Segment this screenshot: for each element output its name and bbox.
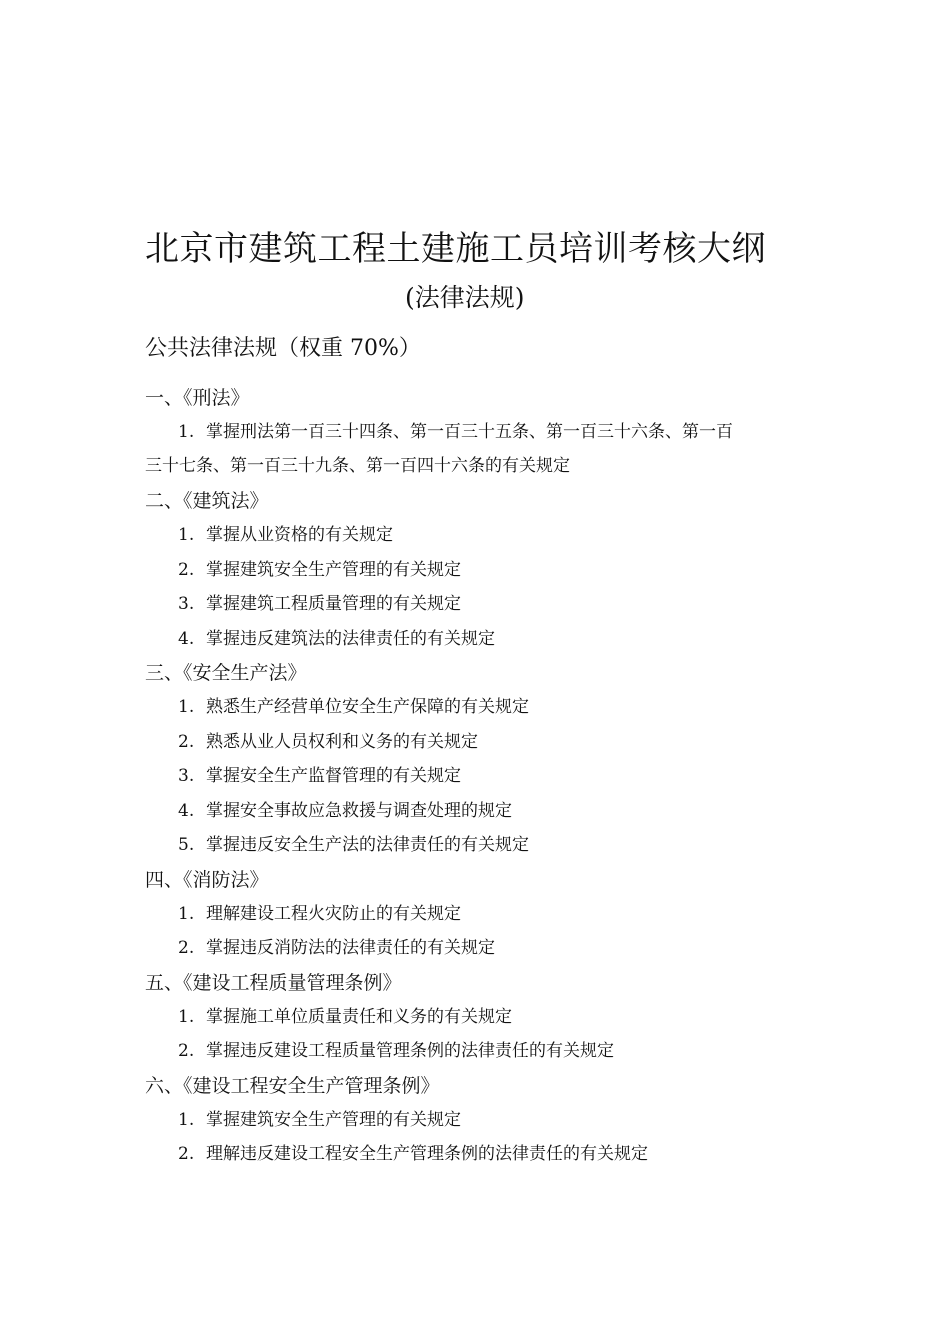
group-heading: 六、《建设工程安全生产管理条例》 [145,1074,440,1097]
group-heading: 四、《消防法》 [145,868,269,891]
item-text: 熟悉从业人员权利和义务的有关规定 [206,731,478,752]
item-number: 1. [178,697,195,717]
list-item [145,690,815,725]
list-item [145,1000,815,1035]
group-safety-regulation [145,1069,815,1172]
item-text: 掌握从业资格的有关规定 [206,525,393,545]
list-item [145,725,815,760]
group-quality-regulation [145,966,815,1069]
item-text: 掌握施工单位质量责任和义务的有关规定 [206,1006,512,1027]
item-number: 2. [178,559,195,580]
document-subtitle: (法律法规) [405,283,525,312]
group-criminal-law [145,381,815,484]
item-number: 1. [178,422,195,442]
document-title: 北京市建筑工程土建施工员培训考核大纲 [145,229,766,269]
group-fire-protection-law [145,863,815,966]
item-number: 2. [178,1041,195,1061]
item-text: 掌握违反建筑法的法律责任的有关规定 [206,628,495,649]
item-number: 1. [178,1006,195,1027]
item-text: 掌握违反消防法的法律责任的有关规定 [206,938,495,958]
item-text: 掌握安全事故应急救援与调查处理的规定 [206,800,512,821]
group-heading: 二、《建筑法》 [145,490,269,512]
list-item [145,1103,815,1138]
list-item [145,897,815,932]
list-item [145,1137,815,1172]
item-number: 1. [178,1109,195,1130]
list-item [145,794,815,829]
item-text: 掌握违反建设工程质量管理条例的法律责任的有关规定 [206,1041,614,1061]
list-item [145,553,815,588]
item-text: 掌握刑法第一百三十四条、第一百三十五条、第一百三十六条、第一百 [206,422,733,442]
group-work-safety-law [145,656,815,863]
group-heading: 一、《刑法》 [145,387,250,409]
item-number: 4. [178,800,195,821]
group-construction-law [145,484,815,656]
group-heading: 五、《建设工程质量管理条例》 [145,971,402,994]
list-item [145,415,815,484]
list-item [145,828,815,863]
item-text: 掌握建筑安全生产管理的有关规定 [206,559,461,580]
item-text: 理解建设工程火灾防止的有关规定 [206,903,461,924]
list-item [145,759,815,794]
list-item [145,931,815,966]
item-number: 1. [178,525,195,545]
item-text: 掌握违反安全生产法的法律责任的有关规定 [206,835,529,855]
item-number: 3. [178,594,195,614]
item-number: 2. [178,938,195,958]
item-number: 4. [178,628,195,649]
item-text: 掌握安全生产监督管理的有关规定 [206,766,461,786]
item-number: 2. [178,731,195,752]
item-number: 3. [178,766,195,786]
item-text-continuation: 三十七条、第一百三十九条、第一百四十六条的有关规定 [145,456,570,476]
list-item [145,518,815,553]
item-text: 熟悉生产经营单位安全生产保障的有关规定 [206,697,529,717]
list-item [145,587,815,622]
group-heading: 三、《安全生产法》 [145,662,307,684]
section-heading: 公共法律法规（权重 70%） [145,336,421,361]
item-text: 掌握建筑安全生产管理的有关规定 [206,1109,461,1130]
list-item [145,622,815,657]
item-number: 2. [178,1144,195,1164]
item-number: 1. [178,903,195,924]
item-number: 5. [178,835,195,855]
outline-content [145,381,815,1172]
item-text: 掌握建筑工程质量管理的有关规定 [206,594,461,614]
item-text: 理解违反建设工程安全生产管理条例的法律责任的有关规定 [206,1144,648,1164]
list-item [145,1034,815,1069]
